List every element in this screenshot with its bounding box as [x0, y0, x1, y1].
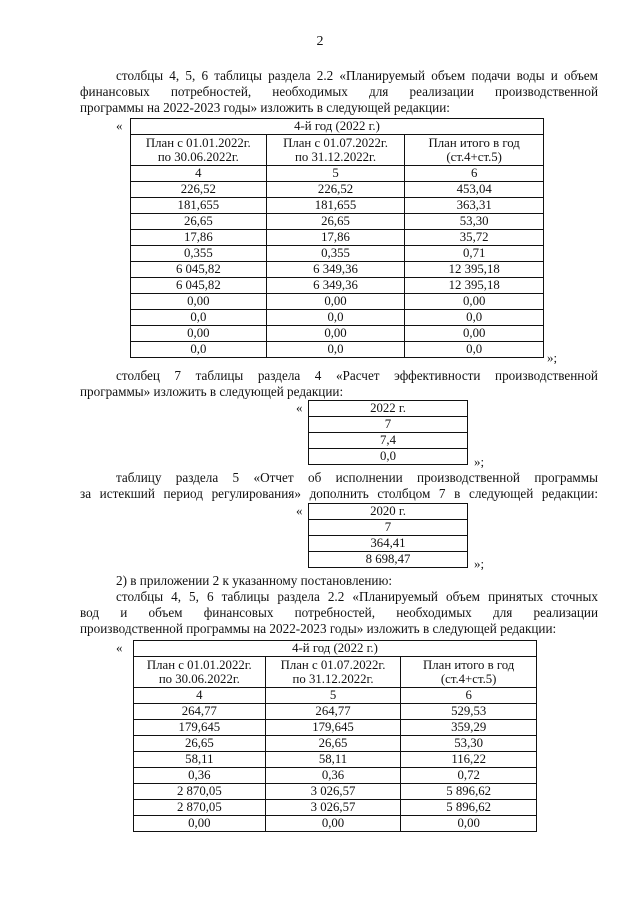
paragraph-5	[80, 589, 598, 637]
table1-cell: 12 395,18	[405, 278, 544, 294]
table1-colnum-cell: 4	[131, 166, 267, 182]
paragraph-2	[80, 368, 598, 400]
table1-cell: 6 349,36	[266, 262, 405, 278]
close-quote-2: »;	[474, 454, 485, 469]
table4-cell: 0,36	[265, 768, 401, 784]
table1-cell: 0,00	[266, 326, 405, 342]
paragraph-1-line-2: финансовых потребностей, необходимых для реализации производственной	[80, 84, 598, 99]
table4-cell: 0,36	[134, 768, 266, 784]
table4-cell: 264,77	[134, 704, 266, 720]
table4-header-cell	[134, 657, 266, 688]
table3-row	[309, 552, 468, 568]
table1-cell: 0,00	[131, 294, 267, 310]
table2-cell: 2022 г.	[309, 401, 468, 417]
paragraph-5-line-3: производственной программы на 2022-2023 годы» изложить в следующей редакции:	[80, 621, 557, 636]
table1-cell: 6 349,36	[266, 278, 405, 294]
table3-cell: 8 698,47	[309, 552, 468, 568]
paragraph-3-line-1: таблицу раздела 5 «Отчет об исполнении производственной программы	[116, 470, 598, 485]
table1-cell: 226,52	[266, 182, 405, 198]
table4-title-row	[134, 641, 537, 657]
table1-title-row	[131, 119, 544, 135]
table1-cell: 35,72	[405, 230, 544, 246]
table1-header-cell	[131, 135, 267, 166]
table2-cell: 7,4	[309, 433, 468, 449]
table1-cell: 0,0	[266, 342, 405, 358]
page-number: 2	[316, 34, 324, 49]
table4-cell: 3 026,57	[265, 784, 401, 800]
table3-cell: 2020 г.	[309, 504, 468, 520]
table1-cell: 6 045,82	[131, 262, 267, 278]
table-water-supply	[130, 118, 544, 358]
open-quote-2: «	[296, 400, 303, 415]
table4-cell: 0,00	[401, 816, 537, 832]
table1-cell: 226,52	[131, 182, 267, 198]
table4-colnum-cell: 6	[401, 688, 537, 704]
paragraph-1	[80, 68, 598, 116]
table4-cell: 529,53	[401, 704, 537, 720]
close-quote-1: »;	[547, 350, 558, 365]
paragraph-3-line-2: за истекший период регулирования» дополнить столбцом 7 в следующей редакции:	[80, 486, 598, 501]
table3-row	[309, 536, 468, 552]
table4-colnum-cell: 4	[134, 688, 266, 704]
table1-row	[131, 230, 544, 246]
table4-header-cell	[265, 657, 401, 688]
table4-cell: 179,645	[134, 720, 266, 736]
table2-cell: 7	[309, 417, 468, 433]
table4-row	[134, 768, 537, 784]
table2-row	[309, 433, 468, 449]
table4-cell: 26,65	[134, 736, 266, 752]
table4-colnum-row	[134, 688, 537, 704]
table1-cell: 0,00	[405, 294, 544, 310]
table1-cell: 0,0	[131, 342, 267, 358]
table4-cell: 5 896,62	[401, 784, 537, 800]
table1-header-line: План с 01.07.2022г.	[283, 136, 388, 150]
table4-header-line: по 31.12.2022г.	[292, 672, 374, 686]
table4-cell: 2 870,05	[134, 784, 266, 800]
table1-row	[131, 214, 544, 230]
table4-row	[134, 784, 537, 800]
table1-cell: 0,0	[131, 310, 267, 326]
table1-cell: 181,655	[266, 198, 405, 214]
table1-colnum-cell: 6	[405, 166, 544, 182]
paragraph-4	[80, 573, 598, 589]
paragraph-5-line-1: столбцы 4, 5, 6 таблицы раздела 2.2 «Планируемый объем принятых сточных	[116, 589, 598, 604]
table1-header-line: (ст.4+ст.5)	[446, 150, 502, 164]
table3-cell: 7	[309, 520, 468, 536]
table1-colnum-cell: 5	[266, 166, 405, 182]
table4-header-line: (ст.4+ст.5)	[440, 672, 497, 686]
table1-cell: 0,00	[266, 294, 405, 310]
table2-row	[309, 401, 468, 417]
paragraph-1-line-1: столбцы 4, 5, 6 таблицы раздела 2.2 «Планируемый объем подачи воды и объем	[116, 68, 598, 83]
paragraph-2-line-1: столбец 7 таблицы раздела 4 «Расчет эффективности производственной	[116, 368, 598, 383]
table1-cell: 53,30	[405, 214, 544, 230]
table1-row	[131, 198, 544, 214]
table4-header-cell	[401, 657, 537, 688]
table1-title: 4-й год (2022 г.)	[131, 119, 544, 135]
table4-header-line: по 30.06.2022г.	[158, 672, 240, 686]
table-wastewater	[133, 640, 537, 832]
table1-header-row	[131, 135, 544, 166]
table1-cell: 0,0	[405, 342, 544, 358]
paragraph-5-line-2: вод и объем финансовых потребностей, необходимых для реализации	[80, 605, 598, 620]
table4-cell: 264,77	[265, 704, 401, 720]
table1-cell: 453,04	[405, 182, 544, 198]
table1-header-line: по 30.06.2022г.	[157, 150, 239, 164]
table1-header-cell	[266, 135, 405, 166]
table4-row	[134, 720, 537, 736]
table4-colnum-cell: 5	[265, 688, 401, 704]
table1-cell: 12 395,18	[405, 262, 544, 278]
table4-header-row	[134, 657, 537, 688]
table1-cell: 363,31	[405, 198, 544, 214]
table1-row	[131, 182, 544, 198]
table1-header-line: План итого в год	[428, 136, 520, 150]
table4-cell: 26,65	[265, 736, 401, 752]
paragraph-1-line-3: программы на 2022-2023 годы» изложить в следующей редакции:	[80, 100, 450, 115]
table4-cell: 2 870,05	[134, 800, 266, 816]
table1-cell: 0,355	[131, 246, 267, 262]
table1-row	[131, 278, 544, 294]
table1-header-line: по 31.12.2022г.	[295, 150, 377, 164]
table1-row	[131, 326, 544, 342]
table4-cell: 53,30	[401, 736, 537, 752]
table-report	[308, 503, 468, 568]
table1-row	[131, 246, 544, 262]
paragraph-4-line-1: 2) в приложении 2 к указанному постановлению:	[116, 573, 393, 588]
table1-cell: 0,00	[405, 326, 544, 342]
close-quote-3: »;	[474, 556, 485, 571]
table4-row	[134, 816, 537, 832]
open-quote-1: «	[116, 118, 123, 133]
table1-header-line: План с 01.01.2022г.	[145, 136, 251, 150]
open-quote-3: «	[296, 503, 303, 518]
table2-row	[309, 417, 468, 433]
table3-row	[309, 520, 468, 536]
table1-cell: 26,65	[131, 214, 267, 230]
table4-row	[134, 752, 537, 768]
table4-header-line: План итого в год	[423, 658, 515, 672]
table2-cell: 0,0	[309, 449, 468, 465]
table4-cell: 58,11	[265, 752, 401, 768]
table1-cell: 0,355	[266, 246, 405, 262]
table4-row	[134, 736, 537, 752]
table1-cell: 17,86	[266, 230, 405, 246]
table4-cell: 5 896,62	[401, 800, 537, 816]
table4-header-line: План с 01.01.2022г.	[146, 658, 252, 672]
table4-cell: 0,00	[134, 816, 266, 832]
table1-cell: 17,86	[131, 230, 267, 246]
open-quote-4: «	[116, 640, 123, 655]
table1-cell: 6 045,82	[131, 278, 267, 294]
table4-cell: 116,22	[401, 752, 537, 768]
paragraph-3	[80, 470, 598, 502]
table4-cell: 179,645	[265, 720, 401, 736]
table1-cell: 0,00	[131, 326, 267, 342]
table1-row	[131, 342, 544, 358]
table1-cell: 181,655	[131, 198, 267, 214]
table4-title: 4-й год (2022 г.)	[134, 641, 537, 657]
table3-cell: 364,41	[309, 536, 468, 552]
table1-row	[131, 294, 544, 310]
table4-row	[134, 704, 537, 720]
paragraph-2-line-2: программы» изложить в следующей редакции:	[80, 384, 344, 399]
table1-cell: 0,0	[405, 310, 544, 326]
table4-cell: 58,11	[134, 752, 266, 768]
table3-row	[309, 504, 468, 520]
table1-row	[131, 262, 544, 278]
table1-row	[131, 310, 544, 326]
table1-cell: 26,65	[266, 214, 405, 230]
table1-header-cell	[405, 135, 544, 166]
table1-cell: 0,0	[266, 310, 405, 326]
table4-cell: 0,00	[265, 816, 401, 832]
table2-row	[309, 449, 468, 465]
table4-header-line: План с 01.07.2022г.	[280, 658, 386, 672]
table4-cell: 3 026,57	[265, 800, 401, 816]
table4-cell: 0,72	[401, 768, 537, 784]
table4-cell: 359,29	[401, 720, 537, 736]
table4-row	[134, 800, 537, 816]
table1-cell: 0,71	[405, 246, 544, 262]
table-efficiency	[308, 400, 468, 465]
table1-colnum-row	[131, 166, 544, 182]
